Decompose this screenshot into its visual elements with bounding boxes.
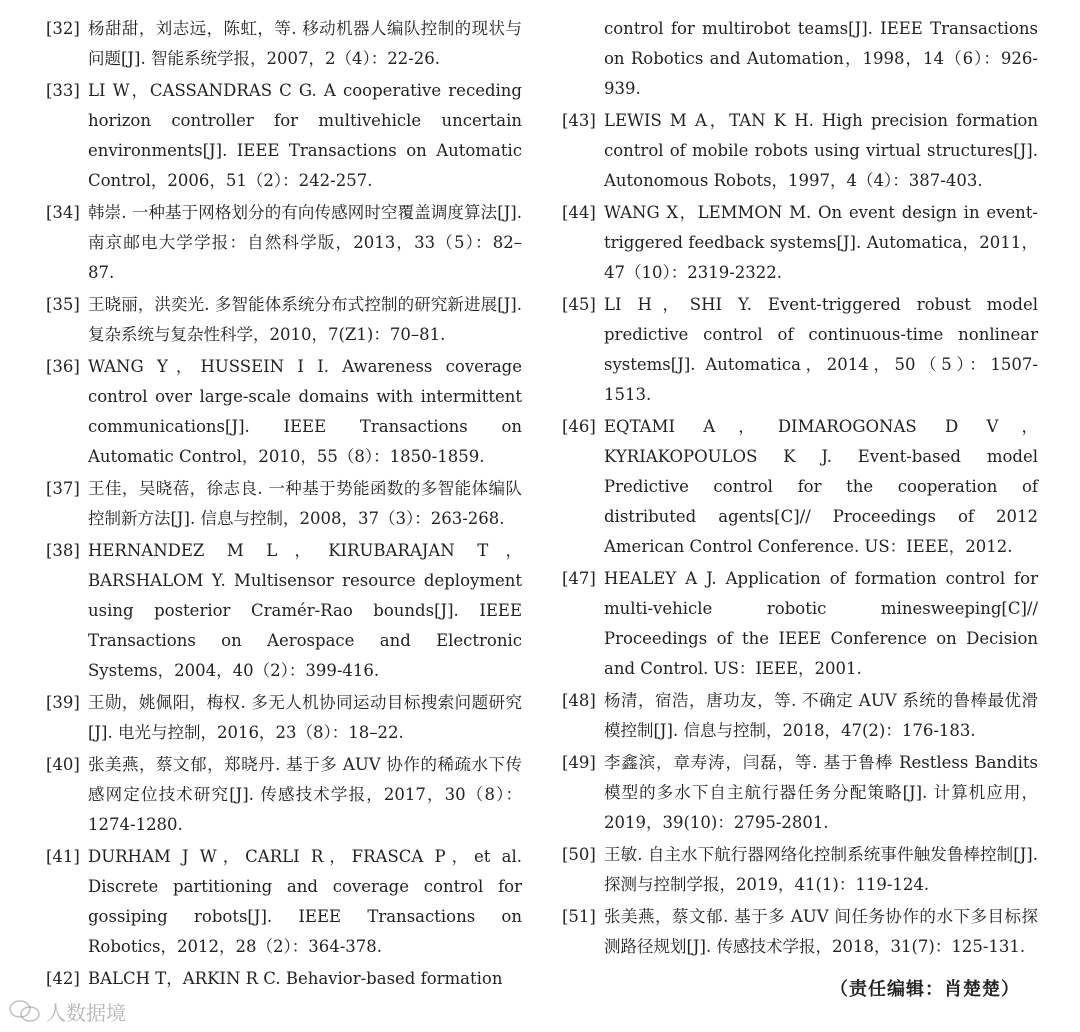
- responsible-editor-note: （责任编辑：肖楚楚）: [830, 979, 1020, 1000]
- reference-text: LEWIS M A，TAN K H. High precision formation control of mobile robots using virtual structures[J]. Autonomous Robots，1997，4（4）：387-403.: [604, 111, 1038, 190]
- reference-item: [562, 748, 1038, 838]
- reference-item-continued: [562, 14, 1038, 104]
- reference-item: [46, 290, 522, 350]
- reference-number: [42]: [46, 969, 80, 988]
- reference-number: [34]: [46, 203, 80, 222]
- reference-item: [562, 564, 1038, 684]
- reference-number: [33]: [46, 81, 80, 100]
- reference-text: 王敏. 自主水下航行器网络化控制系统事件触发鲁棒控制[J]. 探测与控制学报，2019，41(1)：119-124.: [604, 845, 1038, 894]
- reference-number: [41]: [46, 847, 80, 866]
- reference-item: [562, 106, 1038, 196]
- reference-item: [562, 290, 1038, 410]
- reference-item: [562, 686, 1038, 746]
- reference-number: [32]: [46, 19, 80, 38]
- reference-number: [44]: [562, 203, 596, 222]
- reference-text: WANG X，LEMMON M. On event design in event-triggered feedback systems[J]. Automatica，2011，47（10）：2319-2322.: [604, 203, 1038, 282]
- reference-text: 杨清，宿浩，唐功友，等. 不确定 AUV 系统的鲁棒最优滑模控制[J]. 信息与控制，2018，47(2)：176-183.: [604, 691, 1038, 740]
- reference-number: [47]: [562, 569, 596, 588]
- reference-number: [51]: [562, 907, 596, 926]
- reference-number: [38]: [46, 541, 80, 560]
- reference-item: [46, 352, 522, 472]
- reference-text: 王勋，姚佩阳，梅权. 多无人机协同运动目标搜索问题研究[J]. 电光与控制，2016，23（8）：18–22.: [88, 693, 522, 742]
- reference-number: [43]: [562, 111, 596, 130]
- reference-text: 王晓丽，洪奕光. 多智能体系统分布式控制的研究新进展[J]. 复杂系统与复杂性科学，2010，7(Z1)：70–81.: [88, 295, 522, 344]
- reference-number: [37]: [46, 479, 80, 498]
- reference-number: [39]: [46, 693, 80, 712]
- wechat-logo-icon: [8, 999, 42, 1023]
- reference-number: [36]: [46, 357, 80, 376]
- reference-item: [46, 76, 522, 196]
- reference-item: [562, 840, 1038, 900]
- reference-item: [46, 14, 522, 74]
- reference-text: 张美燕，蔡文郁，郑晓丹. 基于多 AUV 协作的稀疏水下传感网定位技术研究[J]. 传感技术学报，2017，30（8）：1274-1280.: [88, 755, 522, 834]
- reference-item: [46, 688, 522, 748]
- reference-text: 王佳，吴晓蓓，徐志良. 一种基于势能函数的多智能体编队控制新方法[J]. 信息与控制，2008，37（3）：263-268.: [88, 479, 522, 528]
- reference-item: [46, 750, 522, 840]
- reference-column-right: [562, 14, 1038, 964]
- reference-item: [46, 536, 522, 686]
- reference-item: [562, 412, 1038, 562]
- reference-number: [35]: [46, 295, 80, 314]
- reference-text: DURHAM J W，CARLI R，FRASCA P，et al. Discrete partitioning and coverage control for gossiping robots[J]. IEEE Transactions on Robotics，2012，28（2）：364-378.: [88, 847, 522, 956]
- reference-item: [46, 474, 522, 534]
- reference-number: [49]: [562, 753, 596, 772]
- watermark-text: 人数据境: [46, 1000, 126, 1025]
- reference-item: [46, 198, 522, 288]
- reference-item: [562, 198, 1038, 288]
- reference-item: [46, 842, 522, 962]
- reference-text: 张美燕，蔡文郁. 基于多 AUV 间任务协作的水下多目标探测路径规划[J]. 传感技术学报，2018，31(7)：125-131.: [604, 907, 1038, 956]
- reference-number: [46]: [562, 417, 596, 436]
- reference-number: [45]: [562, 295, 596, 314]
- watermark: [8, 996, 148, 1026]
- reference-text: HEALEY A J. Application of formation control for multi-vehicle robotic minesweeping[C]// Proceedings of the IEEE Conference on Decision and Control. US：IEEE，2001.: [604, 569, 1038, 678]
- reference-text: BALCH T，ARKIN R C. Behavior-based formation: [88, 969, 503, 988]
- reference-text: LI W，CASSANDRAS C G. A cooperative receding horizon controller for multivehicle uncertain environments[J]. IEEE Transactions on Automatic Control，2006，51（2）：242-257.: [88, 81, 522, 190]
- reference-text: WANG Y，HUSSEIN I I. Awareness coverage control over large-scale domains with intermittent communications[J]. IEEE Transactions on Automatic Control，2010，55（8）：1850-1859.: [88, 357, 522, 466]
- reference-text: LI H，SHI Y. Event-triggered robust model predictive control of continuous-time nonlinear systems[J]. Automatica，2014，50（5）：1507-1513.: [604, 295, 1038, 404]
- reference-text: 李鑫滨，章寿涛，闫磊，等. 基于鲁棒 Restless Bandits 模型的多水下自主航行器任务分配策略[J]. 计算机应用，2019，39(10)：2795-2801.: [604, 753, 1038, 832]
- reference-column-left: [46, 14, 522, 996]
- reference-text: 韩崇. 一种基于网格划分的有向传感网时空覆盖调度算法[J]. 南京邮电大学学报：自然科学版，2013，33（5）：82–87.: [88, 203, 522, 282]
- reference-text: 杨甜甜，刘志远，陈虹，等. 移动机器人编队控制的现状与问题[J]. 智能系统学报，2007，2（4）：22-26.: [88, 19, 522, 68]
- reference-item: [46, 964, 522, 994]
- reference-text: HERNANDEZ M L，KIRUBARAJAN T，BARSHALOM Y. Multisensor resource deployment using posterior Cramér-Rao bounds[J]. IEEE Transactions on Aerospace and Electronic Systems，2004，40（2）：399-416.: [88, 541, 522, 680]
- reference-text: control for multirobot teams[J]. IEEE Transactions on Robotics and Automation，1998，14（6）：926-939.: [604, 19, 1038, 98]
- reference-number: [40]: [46, 755, 80, 774]
- reference-number: [48]: [562, 691, 596, 710]
- reference-text: EQTAMI A，DIMAROGONAS D V，KYRIAKOPOULOS K J. Event-based model Predictive control for the cooperation of distributed agents[C]// Proceedings of 2012 American Control Conference. US：IEEE，2012.: [604, 417, 1038, 556]
- reference-number: [50]: [562, 845, 596, 864]
- reference-item: [562, 902, 1038, 962]
